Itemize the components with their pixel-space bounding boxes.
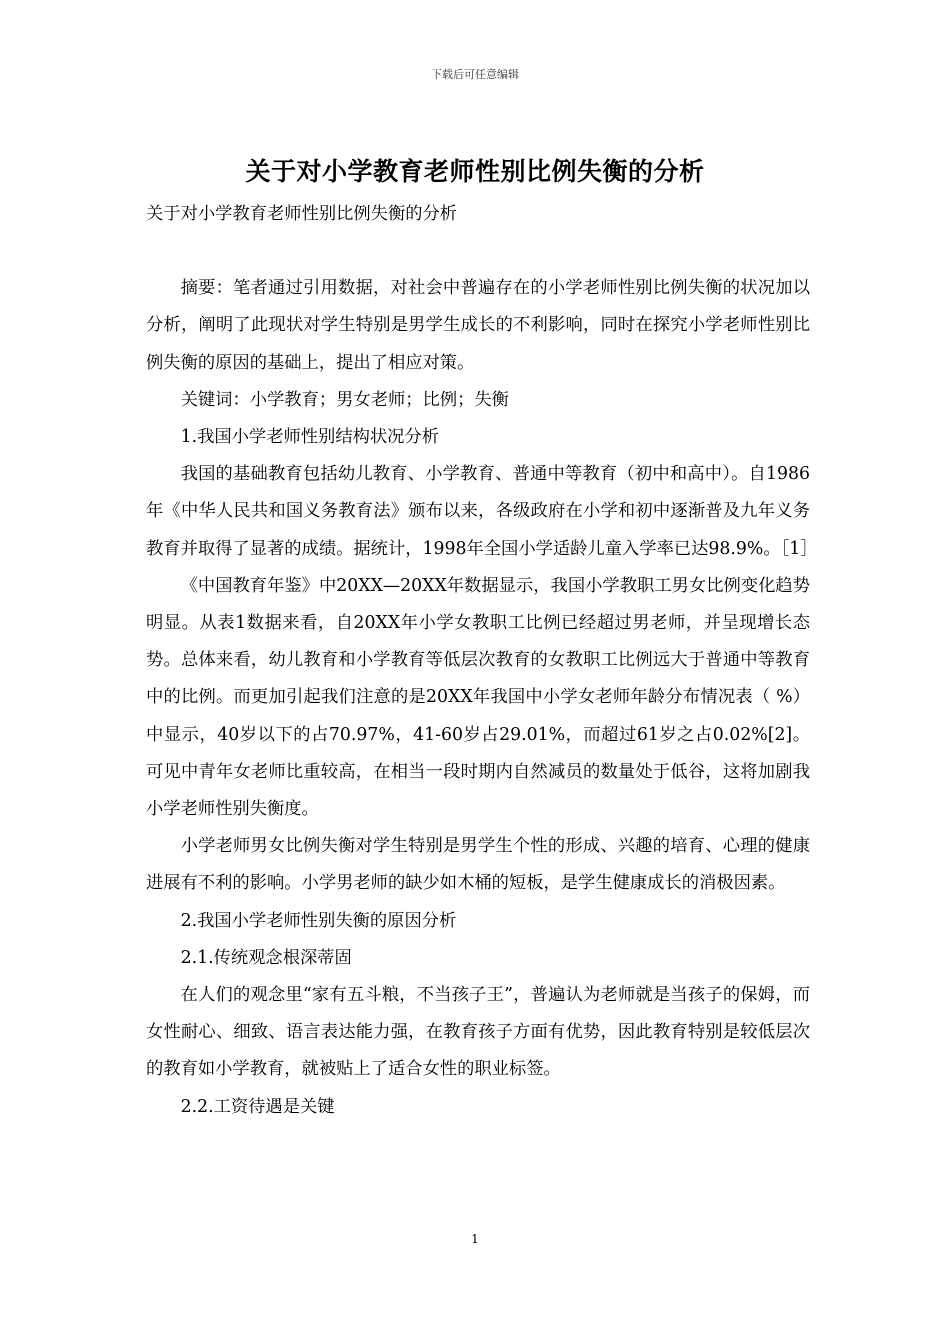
header-note: 下载后可任意编辑 [431,68,519,81]
document-body [146,196,818,1126]
section-2-1-heading: 2.1.传统观念根深蒂固 [180,947,352,968]
section-1-paragraph-1: 我国的基础教育包括幼儿教育、小学教育、普通中等教育（初中和高中）。自1986年《中华人民共和国义务教育法》颁布以来，各级政府在小学和初中逐渐普及九年义务教育并取得了显著的成绩。据统计，1998年全国小学适龄儿童入学率已达98.9%。［1］ [146,464,818,559]
document-title: 关于对小学教育老师性别比例失衡的分析 [245,157,705,186]
section-1-heading: 1.我国小学老师性别结构状况分析 [180,427,440,448]
section-2-heading: 2.我国小学老师性别失衡的原因分析 [180,910,457,931]
section-1-paragraph-2: 《中国教育年鉴》中20XX—20XX年数据显示，我国小学教职工男女比例变化趋势明显。从表1数据来看，自20XX年小学女教职工比例已经超过男老师，并呈现增长态势。总体来看，幼儿教育和小学教育等低层次教育的女教职工比例远大于普通中等教育中的比例。而更加引起我们注意的是20XX年我国中小学女老师年龄分布情况表（ %）中显示，40岁以下的占70.97%，41-60岁占29.01%，而超过61岁之占0.02%[2]。可见中青年女老师比重较高，在相当一段时期内自然减员的数量处于低谷，这将加剧我小学老师性别失衡度。 [146,575,810,820]
keywords-line: 关键词：小学教育；男女老师；比例；失衡 [180,389,509,410]
document-subtitle: 关于对小学教育老师性别比例失衡的分析 [146,204,458,224]
section-1-paragraph-3: 小学老师男女比例失衡对学生特别是男学生个性的形成、兴趣的培育、心理的健康进展有不利的影响。小学男老师的缺少如木桶的短板，是学生健康成长的消极因素。 [146,836,810,894]
page-number: 1 [471,1232,479,1246]
blank-line [146,233,810,270]
section-2-2-heading: 2.2.工资待遇是关键 [180,1096,335,1117]
section-2-1-paragraph: 在人们的观念里“家有五斗粮，不当孩子王”，普遍认为老师就是当孩子的保姆，而女性耐心、细致、语言表达能力强，在教育孩子方面有优势，因此教育特别是较低层次的教育如小学教育，就被贴上了适合女性的职业标签。 [146,985,810,1080]
abstract-paragraph: 摘要：笔者通过引用数据，对社会中普遍存在的小学老师性别比例失衡的状况加以分析，阐明了此现状对学生特别是男学生成长的不利影响，同时在探究小学老师性别比例失衡的原因的基础上，提出了相应对策。 [146,278,810,373]
